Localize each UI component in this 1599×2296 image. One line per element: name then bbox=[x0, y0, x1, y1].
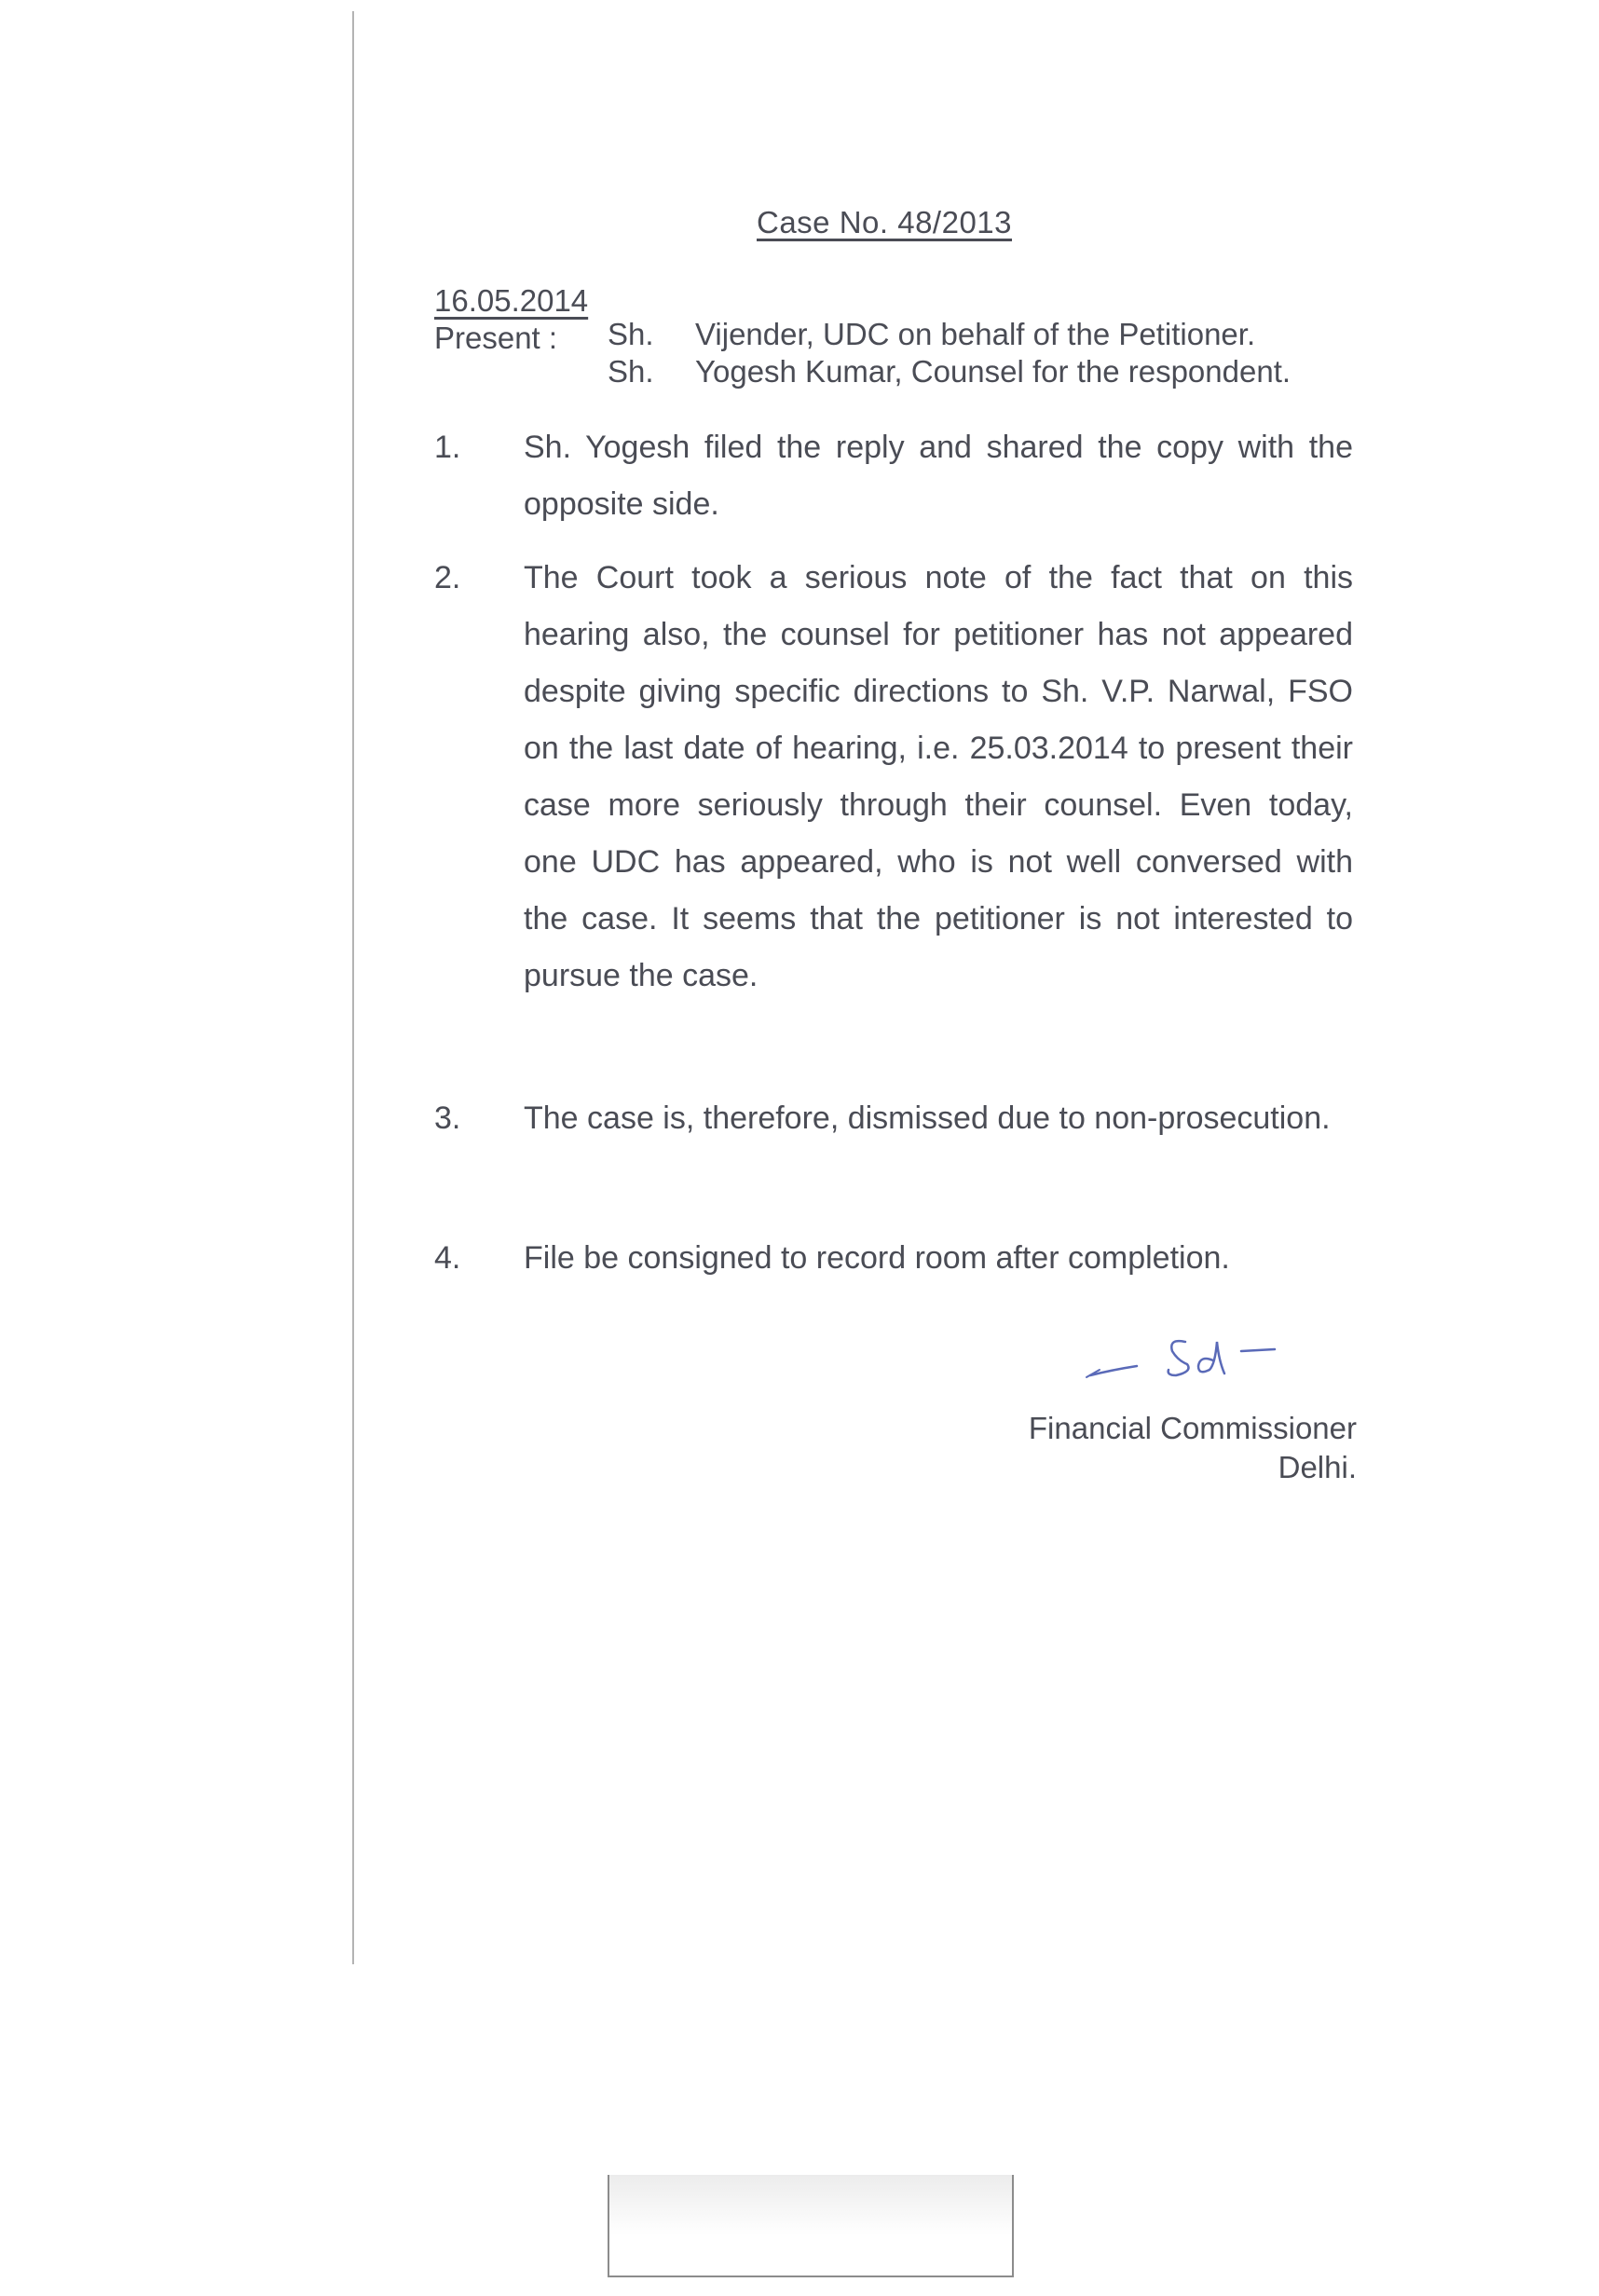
paragraph-number: 1. bbox=[434, 430, 461, 465]
paragraph-number: 3. bbox=[434, 1100, 461, 1136]
present-entry-respondent bbox=[608, 354, 1291, 390]
present-entry-text: Yogesh Kumar, Counsel for the respondent. bbox=[695, 354, 1292, 389]
signature-mark bbox=[1083, 1323, 1288, 1398]
present-honorific: Sh. bbox=[608, 354, 654, 389]
paragraph-text: The case is, therefore, dismissed due to non-prosecution. bbox=[524, 1100, 1331, 1136]
margin-rule bbox=[352, 11, 354, 1964]
case-title: Case No. 48/2013 bbox=[757, 205, 1013, 239]
paragraph-2 bbox=[434, 550, 1353, 1004]
paragraph-1 bbox=[434, 419, 1353, 533]
present-label: Present : bbox=[434, 321, 558, 355]
present-entry-text: Vijender, UDC on behalf of the Petitioner. bbox=[695, 317, 1256, 351]
signatory-block bbox=[997, 1409, 1357, 1487]
paragraph-4 bbox=[434, 1230, 1353, 1287]
paragraph-number: 2. bbox=[434, 560, 461, 595]
paragraph-text: File be consigned to record room after completion. bbox=[524, 1240, 1230, 1276]
paragraph-number: 4. bbox=[434, 1240, 461, 1276]
order-date: 16.05.2014 bbox=[434, 283, 589, 318]
signatory-title: Financial Commissioner bbox=[1028, 1411, 1357, 1445]
present-entry-petitioner bbox=[608, 317, 1255, 352]
footer-stamp bbox=[608, 2175, 1014, 2277]
paragraph-text: The Court took a serious note of the fact that on this hearing also, the counsel for petitioner has not appeared despite giving specific directions to Sh. V.P. Narwal, FSO on the last date of hearing, i.e. 25.03.2014 to present their case more seriously through their counsel. Even today, one UDC has appeared, who is not well conversed with the case. It seems that the petitioner is not interested to pursue the case. bbox=[524, 560, 1353, 993]
signatory-place: Delhi. bbox=[1278, 1450, 1357, 1484]
present-honorific: Sh. bbox=[608, 317, 654, 351]
paragraph-3 bbox=[434, 1090, 1353, 1147]
paragraph-text: Sh. Yogesh filed the reply and shared the copy with the opposite side. bbox=[524, 430, 1353, 522]
